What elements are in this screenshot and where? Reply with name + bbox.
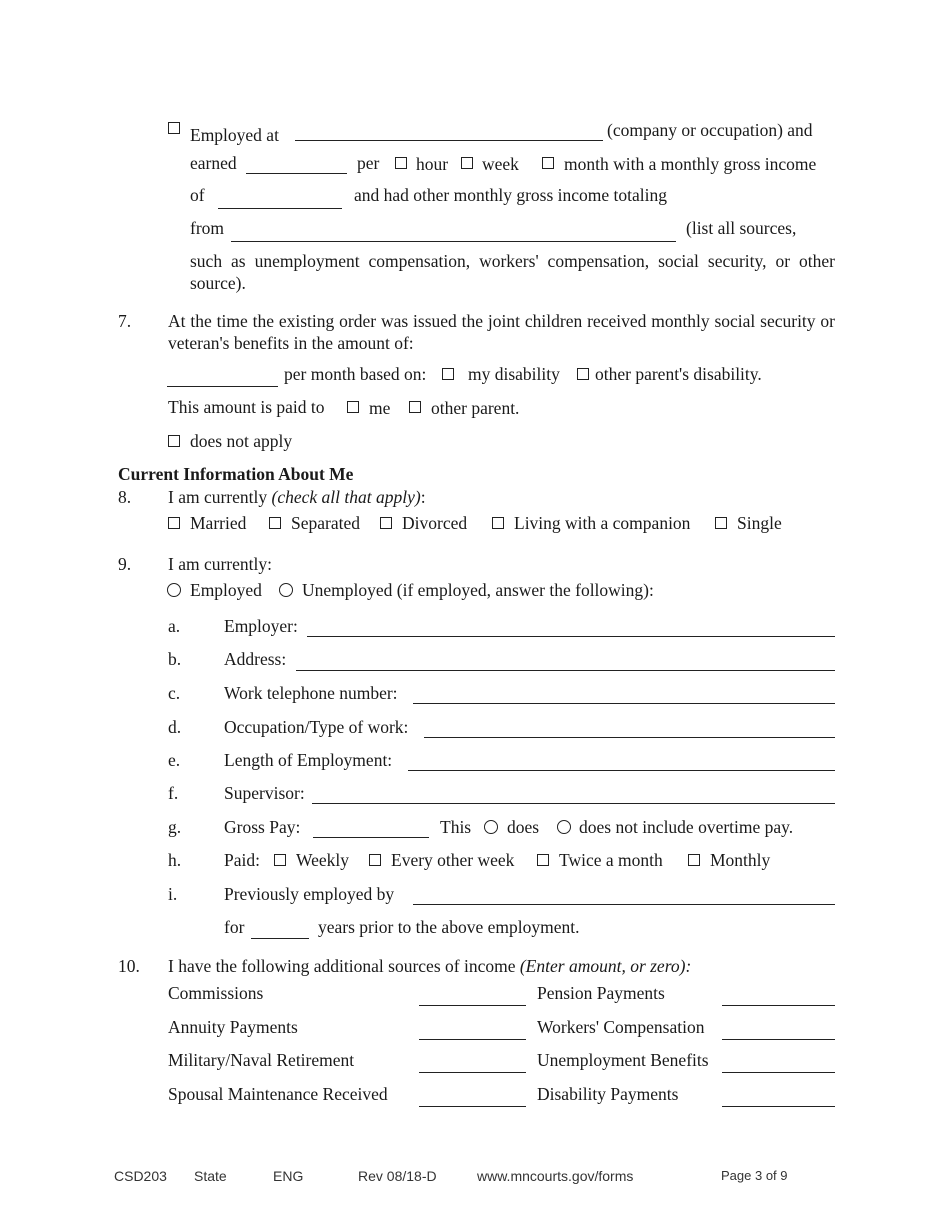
paid-to-label: This amount is paid to [168, 397, 325, 417]
twice-a-month-label: Twice a month [559, 850, 663, 870]
per-month-checkbox[interactable] [542, 157, 554, 169]
such-as-text: such as unemployment compensation, workers' compensation, social security, or other source). [190, 251, 835, 293]
per-label: per [357, 153, 380, 173]
employed-at-label: Employed at [190, 125, 279, 145]
military-retirement-field[interactable] [419, 1072, 526, 1073]
unemployment-benefits-field[interactable] [722, 1072, 835, 1073]
of-label: of [190, 185, 205, 205]
item-9h-letter: h. [168, 850, 182, 870]
per-hour-checkbox[interactable] [395, 157, 407, 169]
workers-compensation-field[interactable] [722, 1039, 835, 1040]
item-10-hint: (Enter amount, or zero): [519, 956, 692, 976]
address-field[interactable] [296, 670, 835, 671]
monthly-checkbox[interactable] [688, 854, 700, 866]
pension-payments-field[interactable] [722, 1005, 835, 1006]
section-heading: Current Information About Me [118, 464, 354, 484]
employer-field[interactable] [307, 636, 835, 637]
item-10-text [168, 956, 691, 976]
separated-checkbox[interactable] [269, 517, 281, 529]
married-checkbox[interactable] [168, 517, 180, 529]
spousal-maintenance-label: Spousal Maintenance Received [168, 1084, 388, 1104]
item-9b-letter: b. [168, 649, 182, 669]
company-occupation-field[interactable] [295, 140, 603, 141]
does-not-apply-label: does not apply [190, 431, 293, 451]
footer-form-number: CSD203 [114, 1168, 167, 1184]
earned-amount-field[interactable] [246, 173, 347, 174]
does-label: does [507, 817, 540, 837]
weekly-label: Weekly [296, 850, 350, 870]
does-not-include-overtime-radio[interactable] [557, 820, 571, 834]
divorced-label: Divorced [402, 513, 468, 533]
hour-label: hour [416, 154, 449, 174]
item-9a-letter: a. [168, 616, 181, 636]
for-label: for [224, 917, 245, 937]
annuity-payments-label: Annuity Payments [168, 1017, 298, 1037]
single-label: Single [737, 513, 782, 533]
twice-a-month-checkbox[interactable] [537, 854, 549, 866]
gross-pay-field[interactable] [313, 837, 429, 838]
monthly-gross-income-field[interactable] [218, 208, 342, 209]
benefit-amount-field[interactable] [167, 386, 278, 387]
per-month-based-label: per month based on: [284, 364, 427, 384]
employer-label: Employer: [224, 616, 298, 636]
unemployed-label: Unemployed (if employed, answer the following): [302, 580, 654, 600]
item-8-label: I am currently [168, 487, 268, 507]
unemployment-benefits-label: Unemployment Benefits [537, 1050, 709, 1070]
item-8-text [168, 487, 426, 507]
paid-to-other-parent-checkbox[interactable] [409, 401, 421, 413]
spousal-maintenance-field[interactable] [419, 1106, 526, 1107]
income-sources-field[interactable] [231, 241, 676, 242]
does-not-apply-checkbox[interactable] [168, 435, 180, 447]
item-9c-letter: c. [168, 683, 181, 703]
item-9i-letter: i. [168, 884, 178, 904]
disability-payments-label: Disability Payments [537, 1084, 679, 1104]
length-of-employment-field[interactable] [408, 770, 835, 771]
other-parent-disability-label: other parent's disability. [595, 364, 762, 384]
item-9f-letter: f. [168, 783, 179, 803]
supervisor-field[interactable] [312, 803, 835, 804]
footer-revision: Rev 08/18-D [358, 1168, 437, 1184]
commissions-field[interactable] [419, 1005, 526, 1006]
my-disability-label: my disability [468, 364, 560, 384]
commissions-label: Commissions [168, 983, 264, 1003]
paid-to-me-checkbox[interactable] [347, 401, 359, 413]
disability-payments-field[interactable] [722, 1106, 835, 1107]
address-label: Address: [224, 649, 287, 669]
military-retirement-label: Military/Naval Retirement [168, 1050, 355, 1070]
other-parent-label: other parent. [431, 398, 520, 418]
divorced-checkbox[interactable] [380, 517, 392, 529]
footer-page-number: Page 3 of 9 [721, 1168, 788, 1183]
work-telephone-field[interactable] [413, 703, 835, 704]
employed-label: Employed [190, 580, 262, 600]
living-with-companion-label: Living with a companion [514, 513, 691, 533]
item-10-label: I have the following additional sources of income [168, 956, 516, 976]
weekly-checkbox[interactable] [274, 854, 286, 866]
supervisor-label: Supervisor: [224, 783, 305, 803]
footer-url: www.mncourts.gov/forms [477, 1168, 634, 1184]
years-prior-field[interactable] [251, 938, 309, 939]
item-9-number: 9. [118, 554, 132, 574]
my-disability-checkbox[interactable] [442, 368, 454, 380]
workers-compensation-label: Workers' Compensation [537, 1017, 705, 1037]
every-other-week-checkbox[interactable] [369, 854, 381, 866]
per-week-checkbox[interactable] [461, 157, 473, 169]
previous-employer-field[interactable] [413, 904, 835, 905]
gross-pay-label: Gross Pay: [224, 817, 301, 837]
occupation-field[interactable] [424, 737, 835, 738]
from-label: from [190, 218, 225, 238]
work-telephone-label: Work telephone number: [224, 683, 398, 703]
married-label: Married [190, 513, 247, 533]
employed-radio[interactable] [167, 583, 181, 597]
footer-language: ENG [273, 1168, 304, 1184]
item-7-text: At the time the existing order was issued the joint children received monthly social security or veteran's benefits in the amount of: [168, 311, 835, 353]
item-9-text: I am currently: [168, 554, 272, 574]
list-all-label: (list all sources, [686, 218, 797, 238]
item-7-number: 7. [118, 311, 132, 331]
earned-label: earned [190, 153, 237, 173]
me-label: me [369, 398, 391, 418]
every-other-week-label: Every other week [391, 850, 515, 870]
item-8-colon: : [420, 487, 426, 507]
annuity-payments-field[interactable] [419, 1039, 526, 1040]
other-income-label: and had other monthly gross income totaling [354, 185, 668, 205]
separated-label: Separated [291, 513, 360, 533]
unemployed-radio[interactable] [279, 583, 293, 597]
occupation-label: Occupation/Type of work: [224, 717, 409, 737]
other-parent-disability-checkbox[interactable] [577, 368, 589, 380]
item-9g-letter: g. [168, 817, 182, 837]
length-of-employment-label: Length of Employment: [224, 750, 393, 770]
living-with-companion-checkbox[interactable] [492, 517, 504, 529]
item-10-number: 10. [118, 956, 140, 976]
years-prior-label: years prior to the above employment. [318, 917, 580, 937]
footer-state: State [194, 1168, 227, 1184]
item-8-hint: (check all that apply) [271, 487, 421, 507]
this-label: This [440, 817, 472, 837]
item-9d-letter: d. [168, 717, 182, 737]
monthly-label: Monthly [710, 850, 771, 870]
item-9e-letter: e. [168, 750, 181, 770]
item-8-number: 8. [118, 487, 132, 507]
week-label: week [482, 154, 519, 174]
company-occupation-label: (company or occupation) and [607, 120, 813, 140]
employed-at-checkbox[interactable] [168, 122, 180, 134]
does-not-include-label: does not include overtime pay. [579, 817, 794, 837]
single-checkbox[interactable] [715, 517, 727, 529]
does-include-overtime-radio[interactable] [484, 820, 498, 834]
pension-payments-label: Pension Payments [537, 983, 665, 1003]
paid-label: Paid: [224, 850, 260, 870]
previously-employed-label: Previously employed by [224, 884, 395, 904]
month-income-label: month with a monthly gross income [564, 154, 817, 174]
